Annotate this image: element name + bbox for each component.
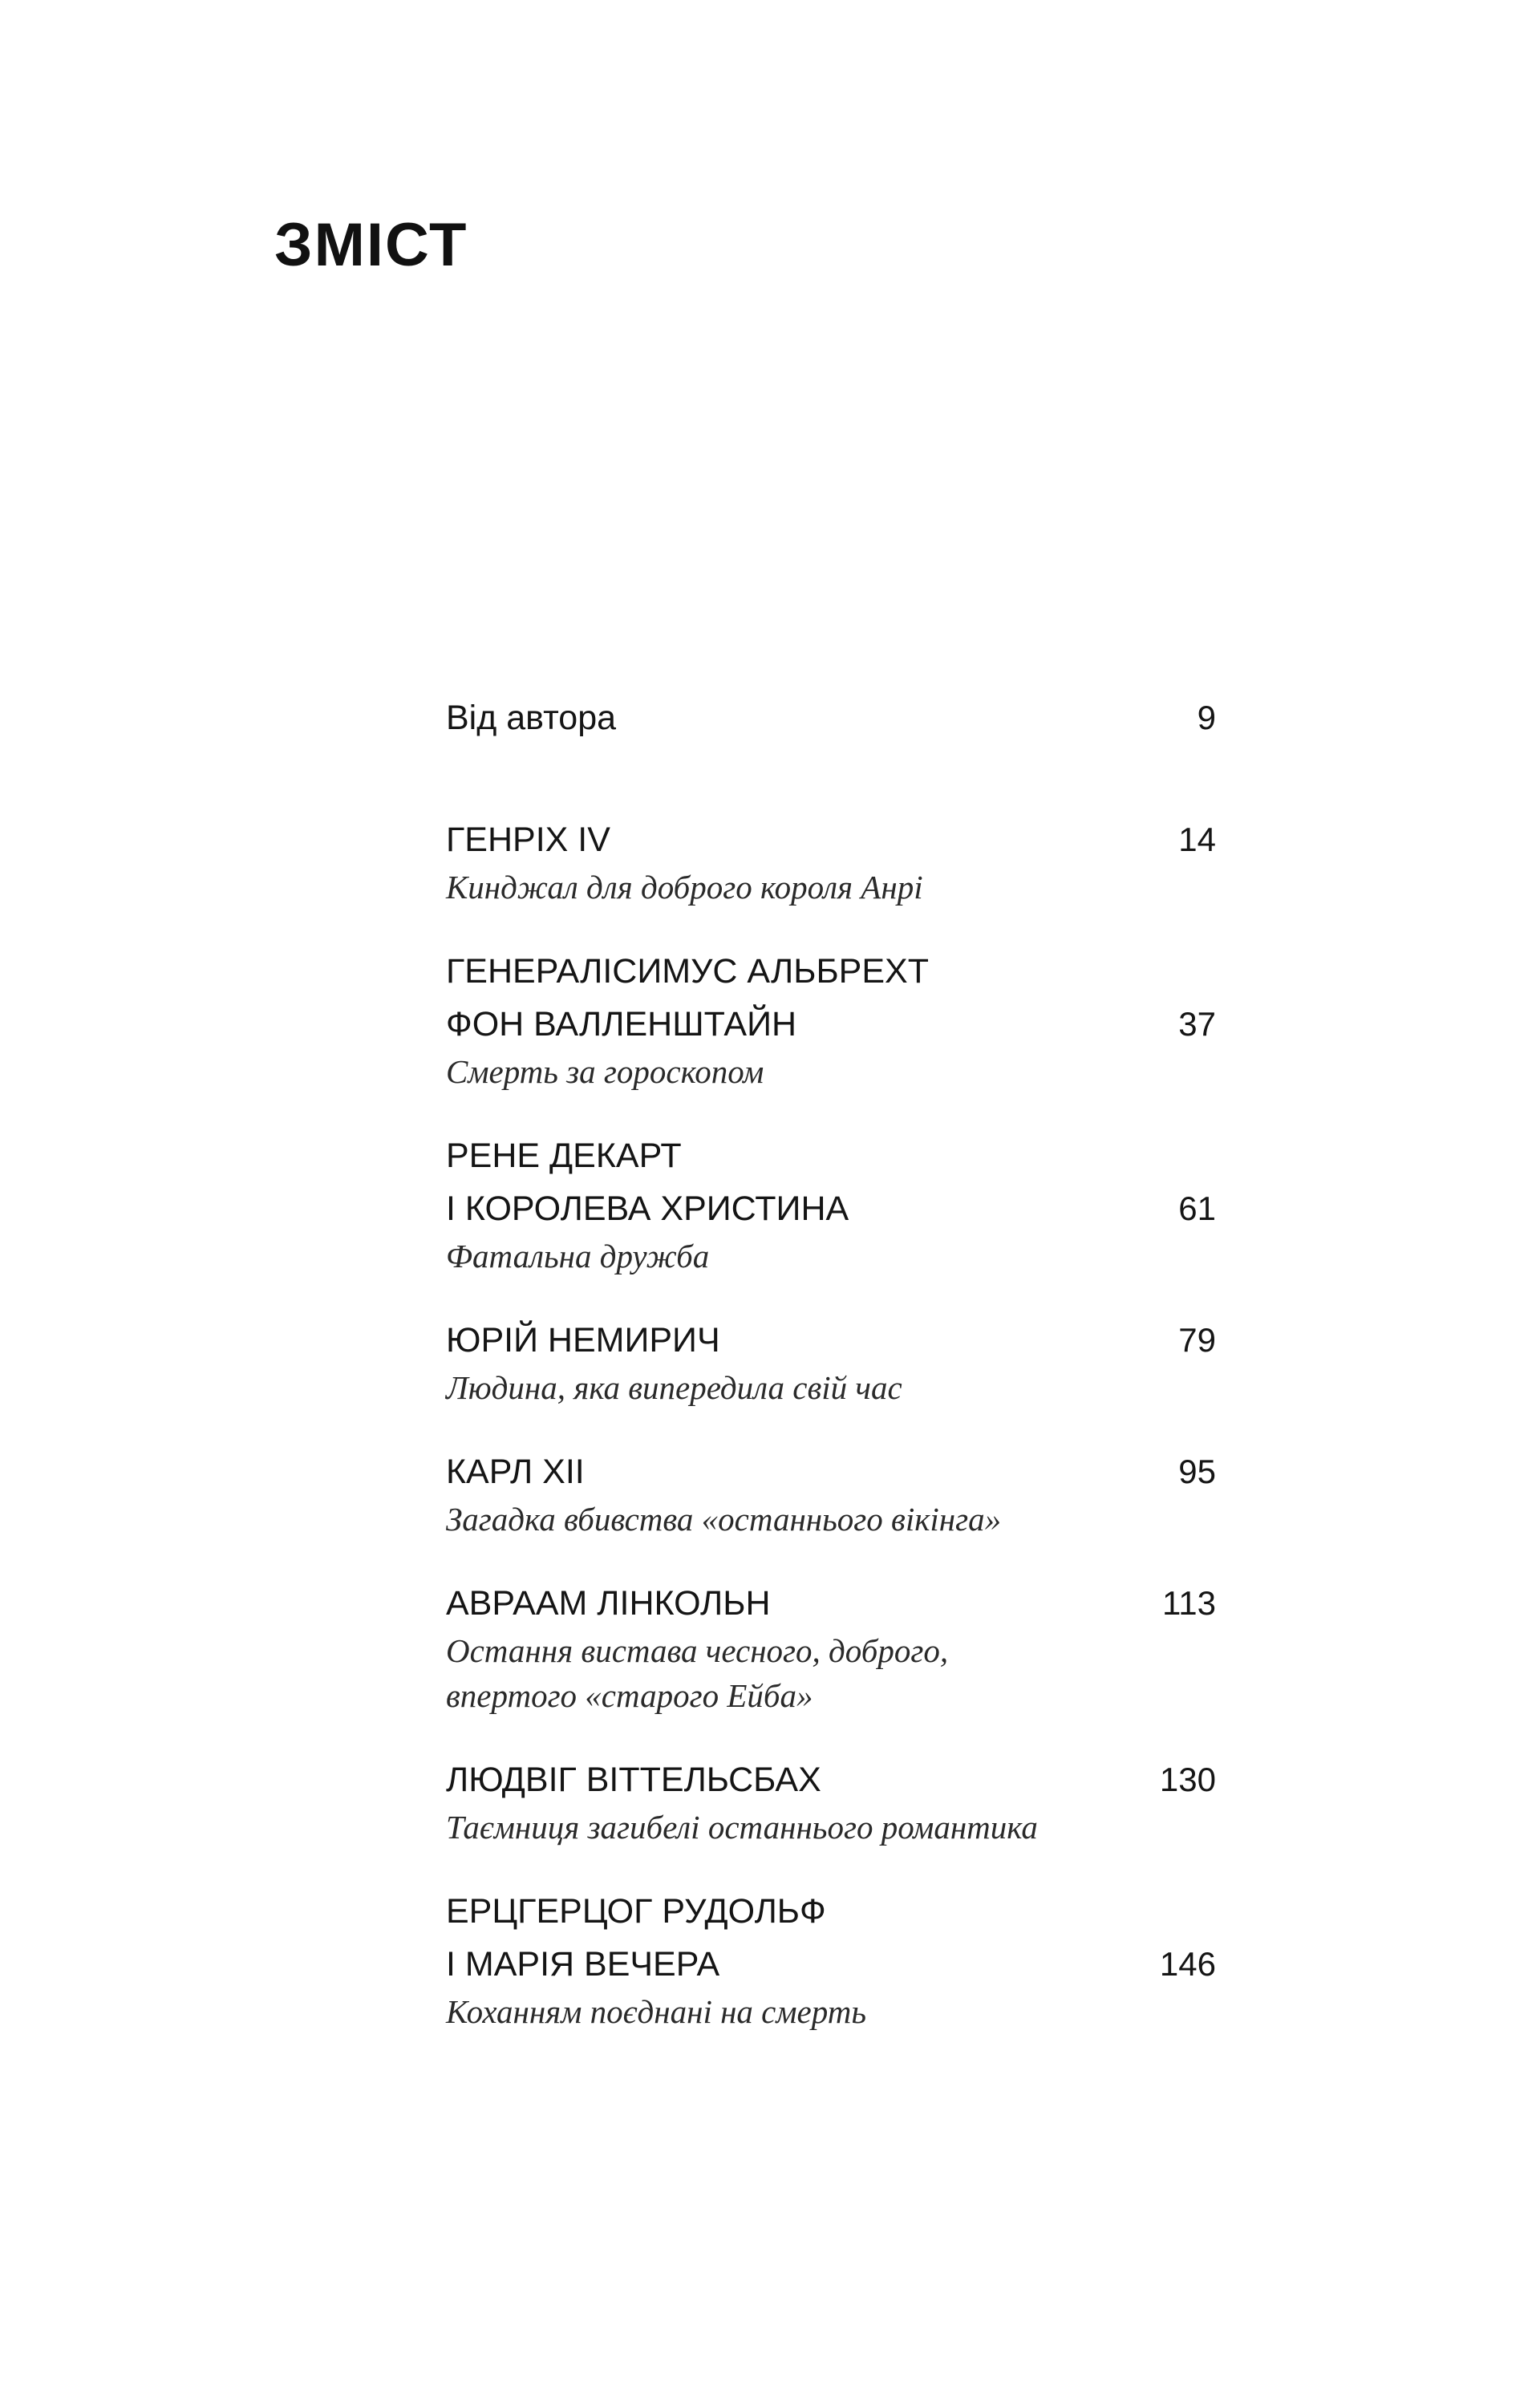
toc-entry [446,1314,1216,1410]
toc-subtitle-line: Людина, яка випередила свій час [446,1369,902,1406]
toc-row [446,1577,1216,1630]
toc-entry-title [446,945,929,1051]
toc-entry-title [446,1577,771,1630]
toc-page-number: 37 [1178,1005,1216,1043]
toc-subtitle-line: Фатальна дружба [446,1238,710,1274]
toc-title-line: ЕРЦГЕРЦОГ РУДОЛЬФ [446,1892,826,1931]
toc-entry-title [446,1885,826,1991]
toc-title-line: ФОН ВАЛЛЕНШТАЙН [446,1005,797,1044]
toc-entry-title: Від автора [446,699,617,737]
toc-entry-subtitle [446,1989,1216,2034]
toc-title-line: ГЕНЕРАЛІСИМУС АЛЬБРЕХТ [446,952,929,991]
toc-entry-subtitle [446,865,1216,910]
toc-entry [446,945,1216,1094]
toc-entry-foreword [446,691,1216,744]
toc-entry-title [446,1753,821,1806]
toc-entry-subtitle [446,1628,1216,1718]
toc-title-line: І КОРОЛЕВА ХРИСТИНА [446,1189,849,1228]
toc-row [446,1314,1216,1367]
toc-entry-subtitle [446,1497,1216,1542]
toc-title-line: КАРЛ XII [446,1453,585,1491]
toc-row [446,1445,1216,1498]
page-title: ЗМІСТ [274,211,468,279]
toc-entry [446,1129,1216,1279]
toc-page-number: 14 [1178,821,1216,858]
toc-subtitle-line: Загадка вбивства «останнього вікінга» [446,1501,1002,1538]
toc-entry [446,1445,1216,1542]
toc-entry-subtitle [446,1234,1216,1279]
toc-page-number: 146 [1159,1945,1216,1983]
toc-row [446,1753,1216,1806]
toc-page-number: 95 [1178,1453,1216,1490]
toc-entry-title [446,813,610,866]
toc-entry [446,1885,1216,2034]
toc-title-line: ЛЮДВІГ ВІТТЕЛЬСБАХ [446,1761,821,1799]
toc-row [446,945,1216,1051]
toc-row [446,1885,1216,1991]
toc-page-number: 61 [1178,1189,1216,1227]
toc-page-number: 113 [1162,1584,1216,1622]
toc-entry-title [446,1445,585,1498]
toc-row [446,691,1216,744]
toc-row [446,813,1216,866]
toc-title-line: ГЕНРІХ IV [446,821,610,859]
toc-page-number: 79 [1178,1321,1216,1359]
toc-entry [446,1753,1216,1850]
toc-title-line: АВРААМ ЛІНКОЛЬН [446,1584,771,1623]
table-of-contents [446,691,1216,2069]
toc-title-line: РЕНЕ ДЕКАРТ [446,1137,682,1175]
toc-subtitle-line: Коханням поєднані на смерть [446,1993,866,2030]
toc-title-line: ЮРІЙ НЕМИРИЧ [446,1321,720,1360]
toc-entry [446,1577,1216,1718]
toc-entry-subtitle [446,1365,1216,1410]
toc-entry-title [446,1314,720,1367]
toc-subtitle-line: Смерть за гороскопом [446,1053,764,1090]
toc-subtitle-line: Кинджал для доброго короля Анрі [446,869,923,906]
toc-page-number: 130 [1159,1761,1216,1798]
toc-entry-title [446,1129,849,1235]
toc-entry-subtitle [446,1805,1216,1850]
toc-title-line: І МАРІЯ ВЕЧЕРА [446,1945,720,1984]
toc-subtitle-line: впертого «старого Ейба» [446,1677,813,1714]
toc-row [446,1129,1216,1235]
toc-subtitle-line: Таємниця загибелі останнього романтика [446,1809,1038,1846]
toc-subtitle-line: Остання вистава чесного, доброго, [446,1632,949,1669]
toc-page-number: 9 [1197,699,1216,736]
toc-entry-subtitle [446,1049,1216,1094]
toc-entry [446,813,1216,910]
